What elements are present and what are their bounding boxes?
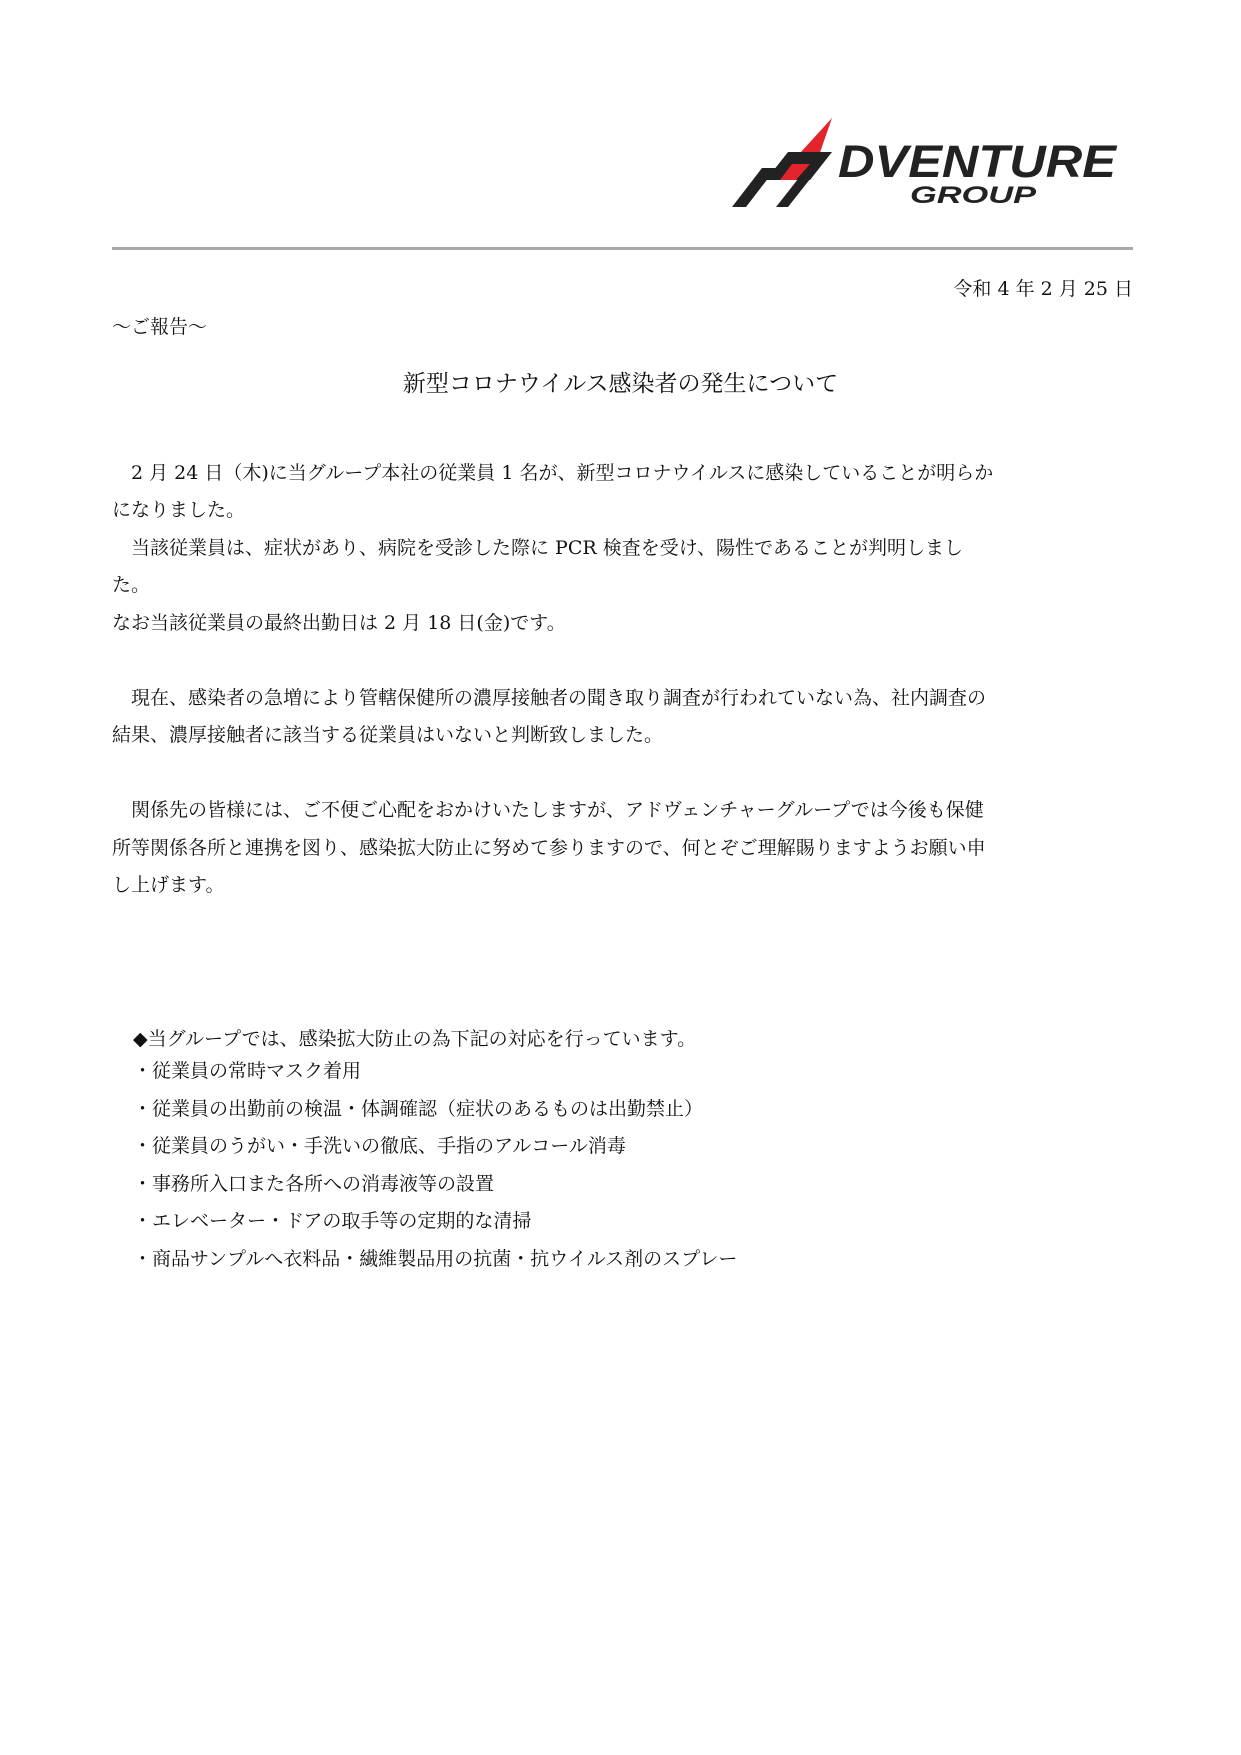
svg-text:DVENTURE: DVENTURE xyxy=(838,136,1119,187)
page-title: 新型コロナウイルス感染者の発生について xyxy=(402,371,839,397)
paragraph-line: になりました。 xyxy=(112,499,246,521)
list-item: ・従業員の常時マスク着用 xyxy=(133,1060,362,1082)
paragraph-line: 所等関係各所と連携を図り、感染拡大防止に努めて参りますので、何とぞご理解賜りますようお願い申 xyxy=(112,837,986,859)
svg-text:GROUP: GROUP xyxy=(910,182,1038,209)
list-item: ・エレベーター・ドアの取手等の定期的な清掃 xyxy=(133,1210,532,1232)
measures-heading: ◆当グループでは、感染拡大防止の為下記の対応を行っています。 xyxy=(133,1028,697,1050)
paragraph-line: 関係先の皆様には、ご不便ご心配をおかけいたしますが、アドヴェンチャーグループでは今後も保健 xyxy=(112,799,984,821)
measures-list xyxy=(133,1058,737,1283)
list-item: ・従業員のうがい・手洗いの徹底、手指のアルコール消毒 xyxy=(133,1135,626,1157)
paragraph-line: し上げます。 xyxy=(112,874,225,896)
paragraph-line: なお当該従業員の最終出勤日は 2 月 18 日(金)です。 xyxy=(112,612,566,634)
paragraph-line: 2 月 24 日（木)に当グループ本社の従業員 1 名が、新型コロナウイルスに感染していることが明らか xyxy=(112,462,994,484)
list-item: ・従業員の出勤前の検温・体調確認（症状のあるものは出勤禁止） xyxy=(133,1097,704,1120)
document-date: 令和 4 年 2 月 25 日 xyxy=(953,278,1133,300)
company-logo xyxy=(732,118,1132,214)
list-item: ・商品サンプルへ衣料品・繊維製品用の抗菌・抗ウイルス剤のスプレー xyxy=(133,1247,738,1270)
paragraph-line: 結果、濃厚接触者に該当する従業員はいないと判断致しました。 xyxy=(112,724,664,746)
report-label: 〜ご報告〜 xyxy=(112,316,208,338)
header-divider xyxy=(112,247,1133,250)
list-item: ・事務所入口また各所への消毒液等の設置 xyxy=(133,1172,495,1195)
paragraph-line: た。 xyxy=(112,574,151,596)
paragraph-line: 現在、感染者の急増により管轄保健所の濃厚接触者の聞き取り調査が行われていない為、社内調査の xyxy=(112,687,987,709)
adventure-group-logo-icon xyxy=(732,118,1132,214)
paragraph-line: 当該従業員は、症状があり、病院を受診した際に PCR 検査を受け、陽性であることが判明しまし xyxy=(112,537,963,559)
